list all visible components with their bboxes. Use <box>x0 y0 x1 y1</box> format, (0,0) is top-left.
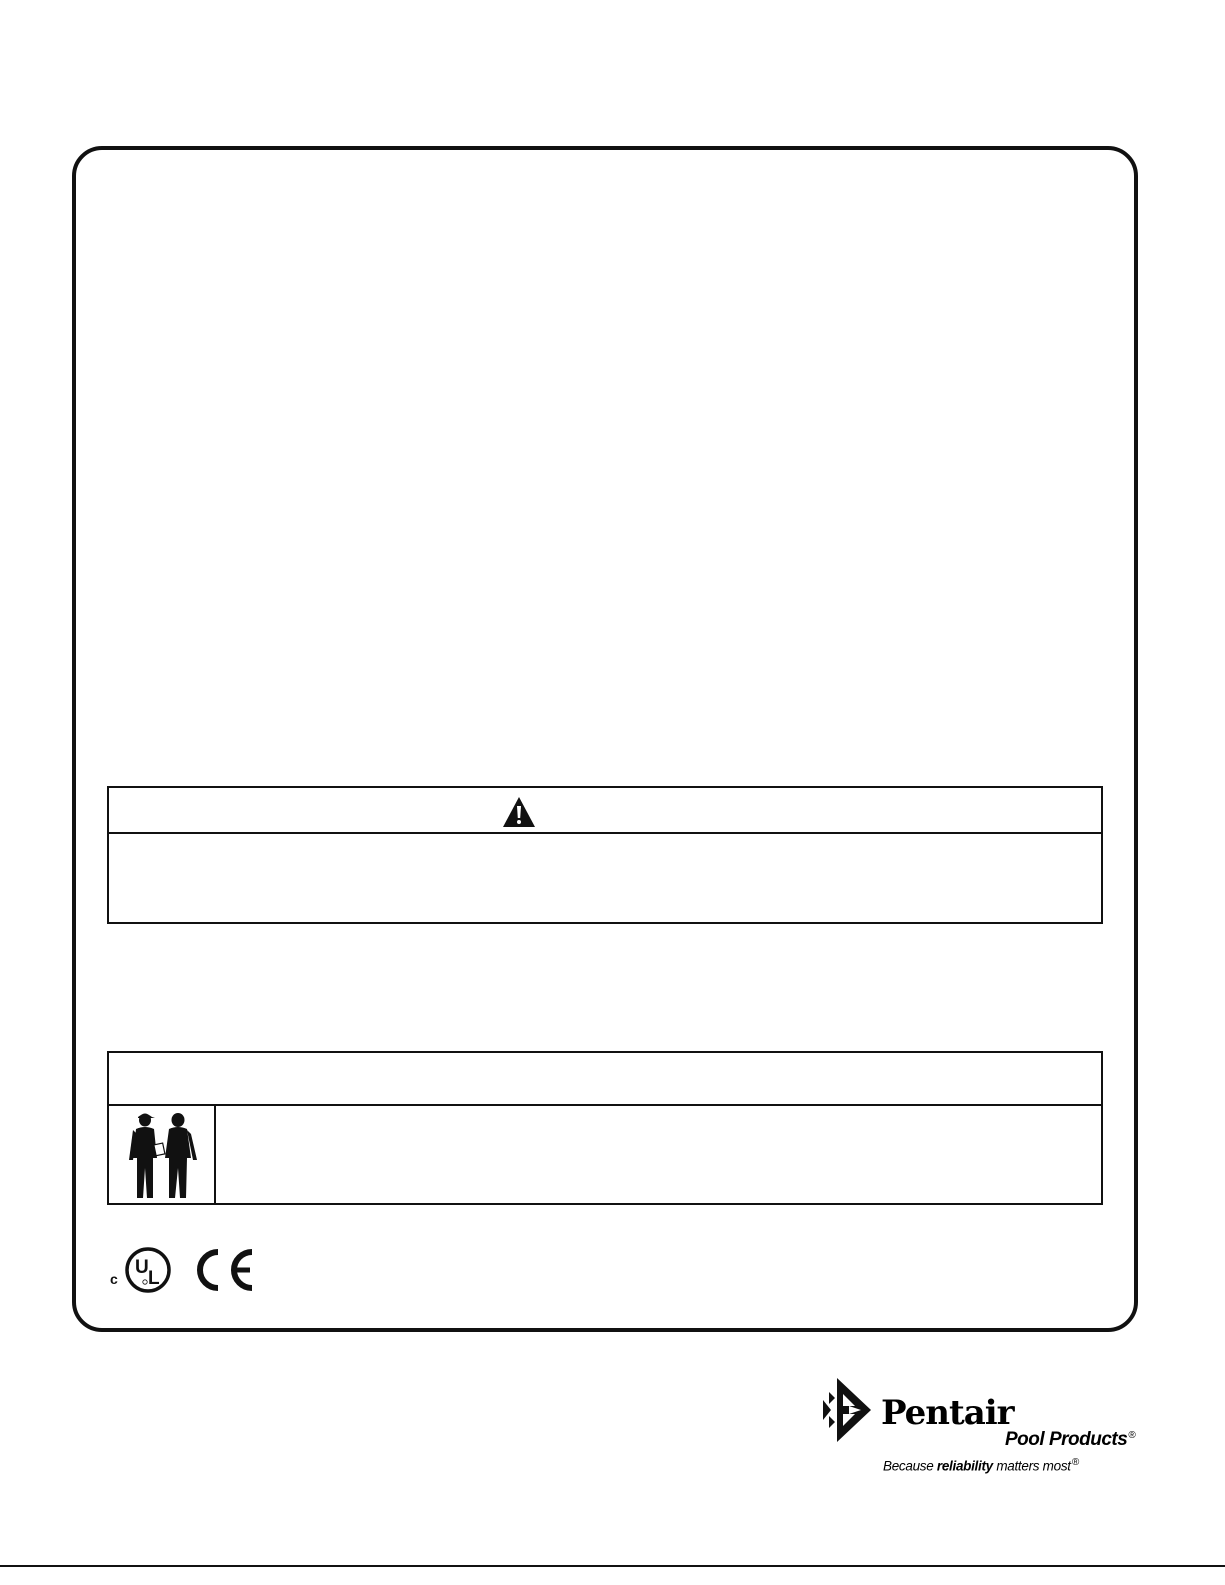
brand-division-text: Pool Products <box>1005 1429 1128 1450</box>
pentair-logo-icon <box>823 1378 871 1442</box>
installer-notice-header <box>109 1053 1101 1106</box>
svg-text:U: U <box>135 1257 149 1278</box>
brand-tagline <box>883 1458 1079 1473</box>
ul-listed-mark-icon <box>108 1246 174 1294</box>
installer-people-icon <box>125 1110 203 1198</box>
tagline-emphasis: reliability <box>936 1458 993 1474</box>
warning-header <box>109 788 1101 834</box>
brand-division <box>1005 1430 1135 1449</box>
ul-prefix-letter: c <box>110 1271 118 1287</box>
installer-notice-box <box>107 1051 1103 1205</box>
installer-icon-cell <box>109 1106 216 1204</box>
tagline-prefix: Because <box>883 1458 937 1474</box>
brand-name: Pentair <box>881 1393 1014 1433</box>
warning-triangle-icon <box>502 796 536 828</box>
tagline-registered-mark: ® <box>1071 1457 1079 1468</box>
svg-text:L: L <box>148 1268 160 1289</box>
pentair-brand-block <box>823 1374 1143 1484</box>
tagline-suffix: matters most <box>992 1458 1071 1474</box>
brand-registered-mark: ® <box>1128 1429 1136 1441</box>
certification-marks <box>108 1246 258 1296</box>
bottom-rule <box>0 1565 1225 1567</box>
warning-box <box>107 786 1103 924</box>
ce-mark-icon <box>194 1248 258 1292</box>
